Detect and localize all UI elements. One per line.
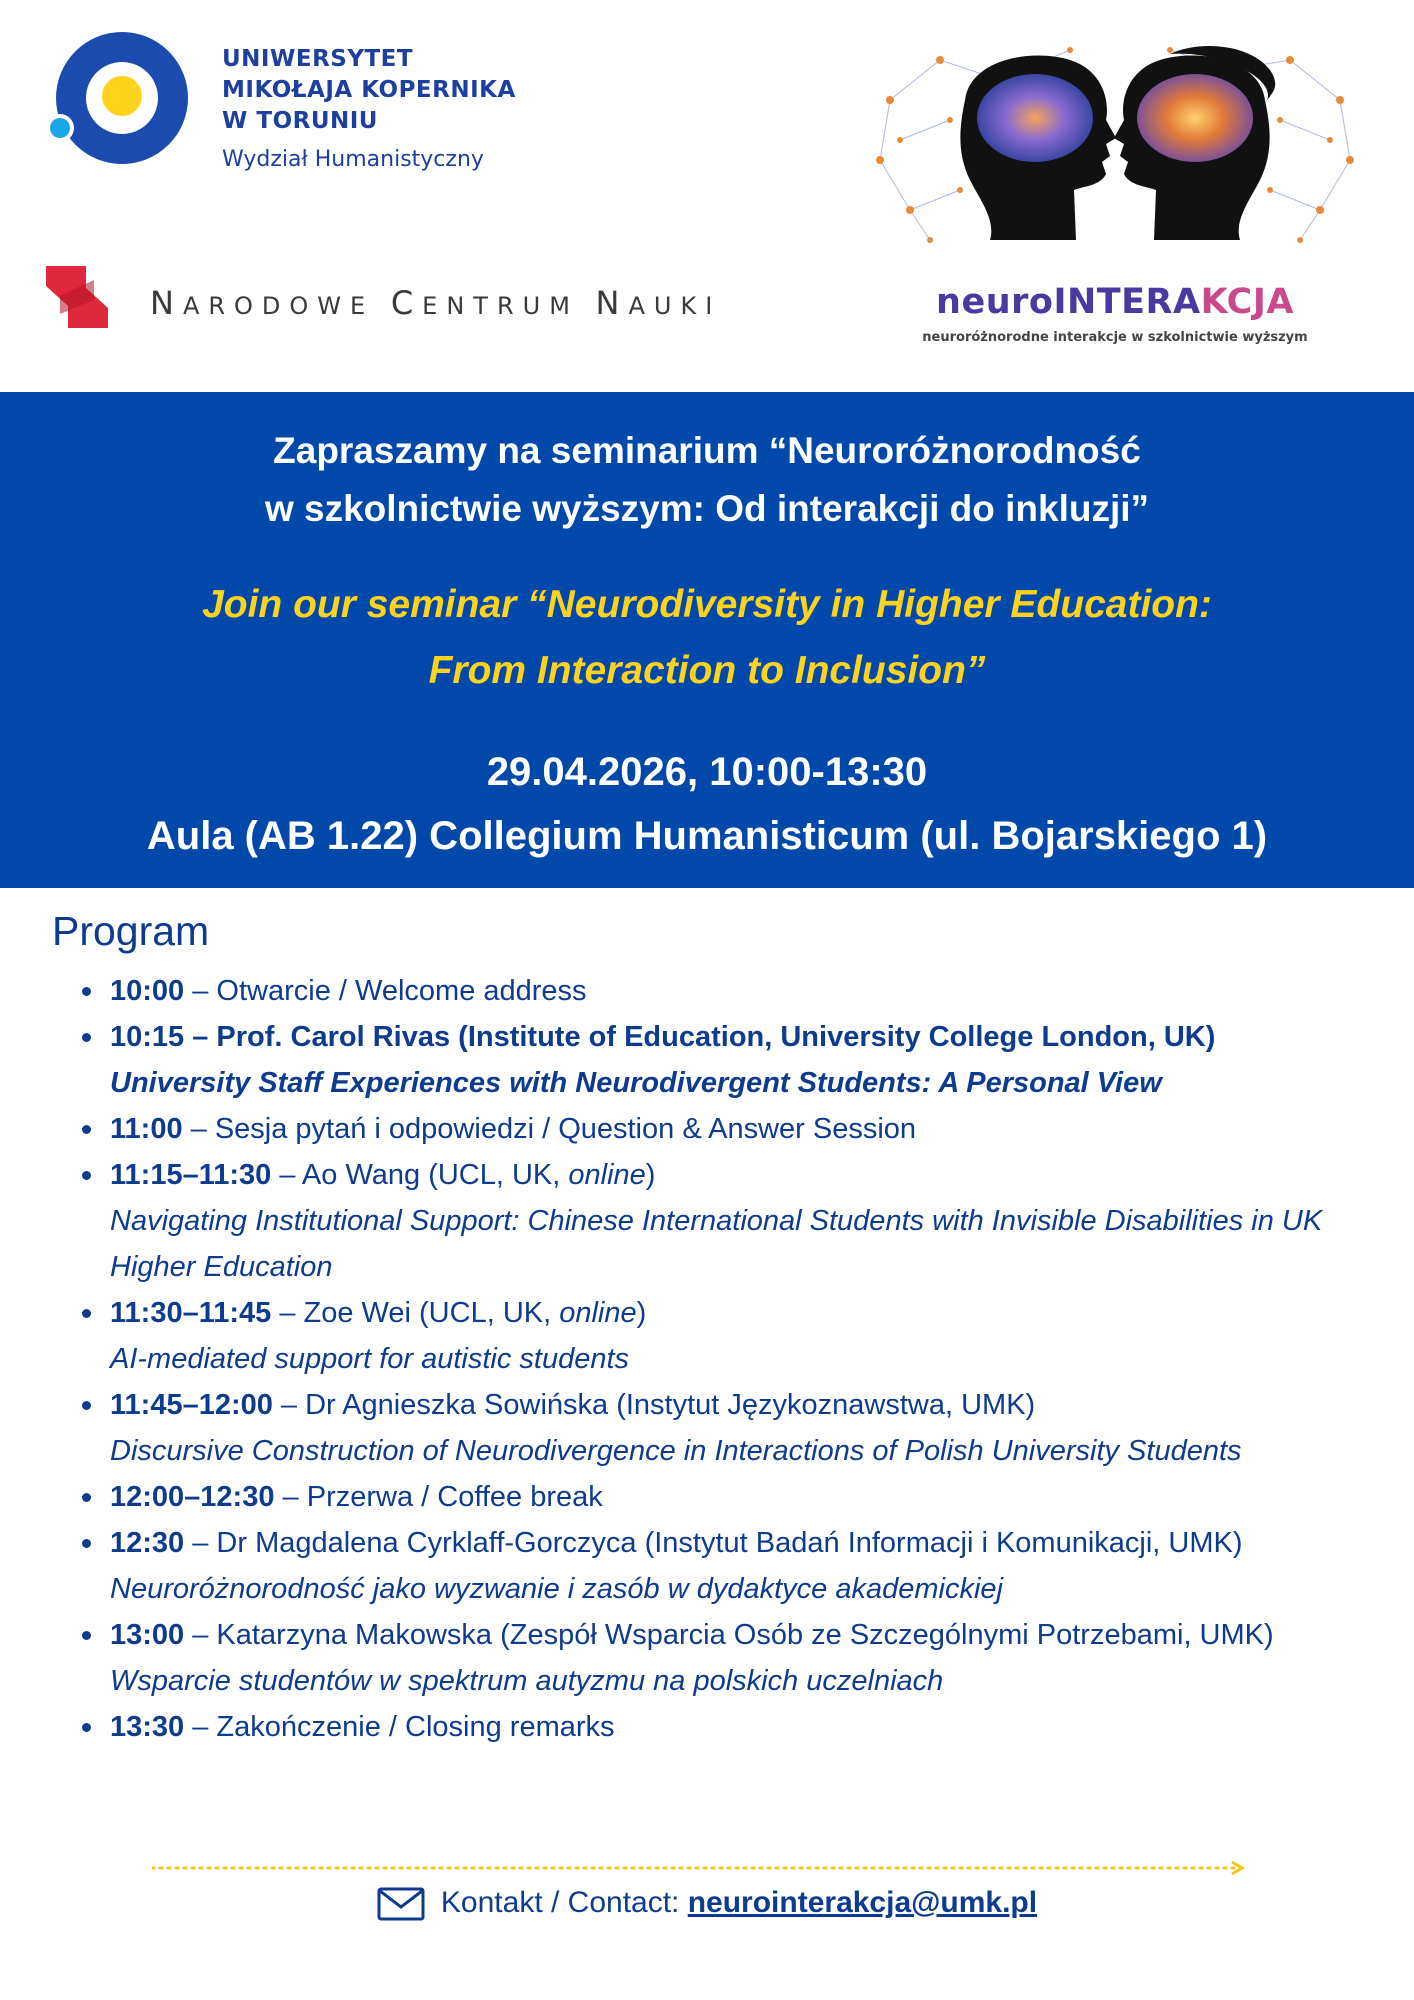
polish-title-line-2: w szkolnictwie wyższym: Od interakcji do inkluzji” [264,488,1150,529]
program-item: 11:30–11:45 – Zoe Wei (UCL, UK, online) AI-mediated support for autistic students [82,1290,1402,1382]
ncn-word-2: CENTRUM [390,284,579,322]
umk-line-3: W TORUNIU [222,108,378,134]
program-item: 11:45–12:00 – Dr Agnieszka Sowińska (Instytut Językoznawstwa, UMK) Discursive Construction of Neurodivergence in Interactions of Polish University Students [82,1382,1402,1474]
program-item: 10:00 – Otwarcie / Welcome address [82,968,1402,1014]
program-heading: Program [52,908,210,954]
program-item: 13:30 – Zakończenie / Closing remarks [82,1704,1402,1750]
date-venue [0,740,1414,868]
english-title-line-2: From Interaction to Inclusion” [428,649,986,692]
two-heads-brain-network-icon [870,40,1360,272]
ncn-word-1: NARODOWE [150,284,375,322]
ncn-name [150,284,721,322]
neuro-subtitle: neuroróżnorodne interakcje w szkolnictwie wyższym [922,330,1308,345]
envelope-icon [377,1887,425,1921]
umk-logo-icon [46,28,188,170]
dotted-arrow-divider [152,1860,1252,1876]
event-banner [0,392,1414,888]
contact-line [0,1886,1414,1921]
english-title [0,572,1414,704]
program-item: 12:00–12:30 – Przerwa / Coffee break [82,1474,1402,1520]
program-item: 11:15–11:30 – Ao Wang (UCL, UK, online) Navigating Institutional Support: Chinese International Students with Invisible Disabilities in UK Higher Education [82,1152,1402,1290]
umk-faculty: Wydział Humanistyczny [222,147,484,172]
neuro-title: neuroINTERAKCJA [936,282,1294,322]
polish-title-line-1: Zapraszamy na seminarium “Neuroróżnorodność [273,430,1141,471]
umk-line-1: UNIWERSYTET [222,46,414,72]
event-date: 29.04.2026, 10:00-13:30 [486,750,928,794]
program-item: 12:30 – Dr Magdalena Cyrklaff-Gorczyca (Instytut Badań Informacji i Komunikacji, UMK) Neuroróżnorodność jako wyzwanie i zasób w dydaktyce akademickiej [82,1520,1402,1612]
header [0,0,1414,392]
event-venue: Aula (AB 1.22) Collegium Humanisticum (ul. Bojarskiego 1) [146,814,1268,858]
contact-label: Kontakt / Contact: [440,1886,688,1919]
ncn-word-3: NAUKI [595,284,722,322]
ncn-logo-icon [46,266,108,328]
polish-title [0,422,1414,538]
program-item: 13:00 – Katarzyna Makowska (Zespół Wsparcia Osób ze Szczególnymi Potrzebami, UMK) Wsparcie studentów w spektrum autyzmu na polskich uczelniach [82,1612,1402,1704]
program-list [82,968,1402,1750]
contact-email-link[interactable]: neurointerakcja@umk.pl [687,1886,1038,1919]
program-item: 11:00 – Sesja pytań i odpowiedzi / Question & Answer Session [82,1106,1402,1152]
program-item: 10:15 – Prof. Carol Rivas (Institute of Education, University College London, UK) University Staff Experiences with Neurodivergent Students: A Personal View [82,1014,1402,1106]
umk-name [222,44,516,172]
umk-line-2: MIKOŁAJA KOPERNIKA [222,77,516,103]
english-title-line-1: Join our seminar “Neurodiversity in Higher Education: [202,583,1212,626]
